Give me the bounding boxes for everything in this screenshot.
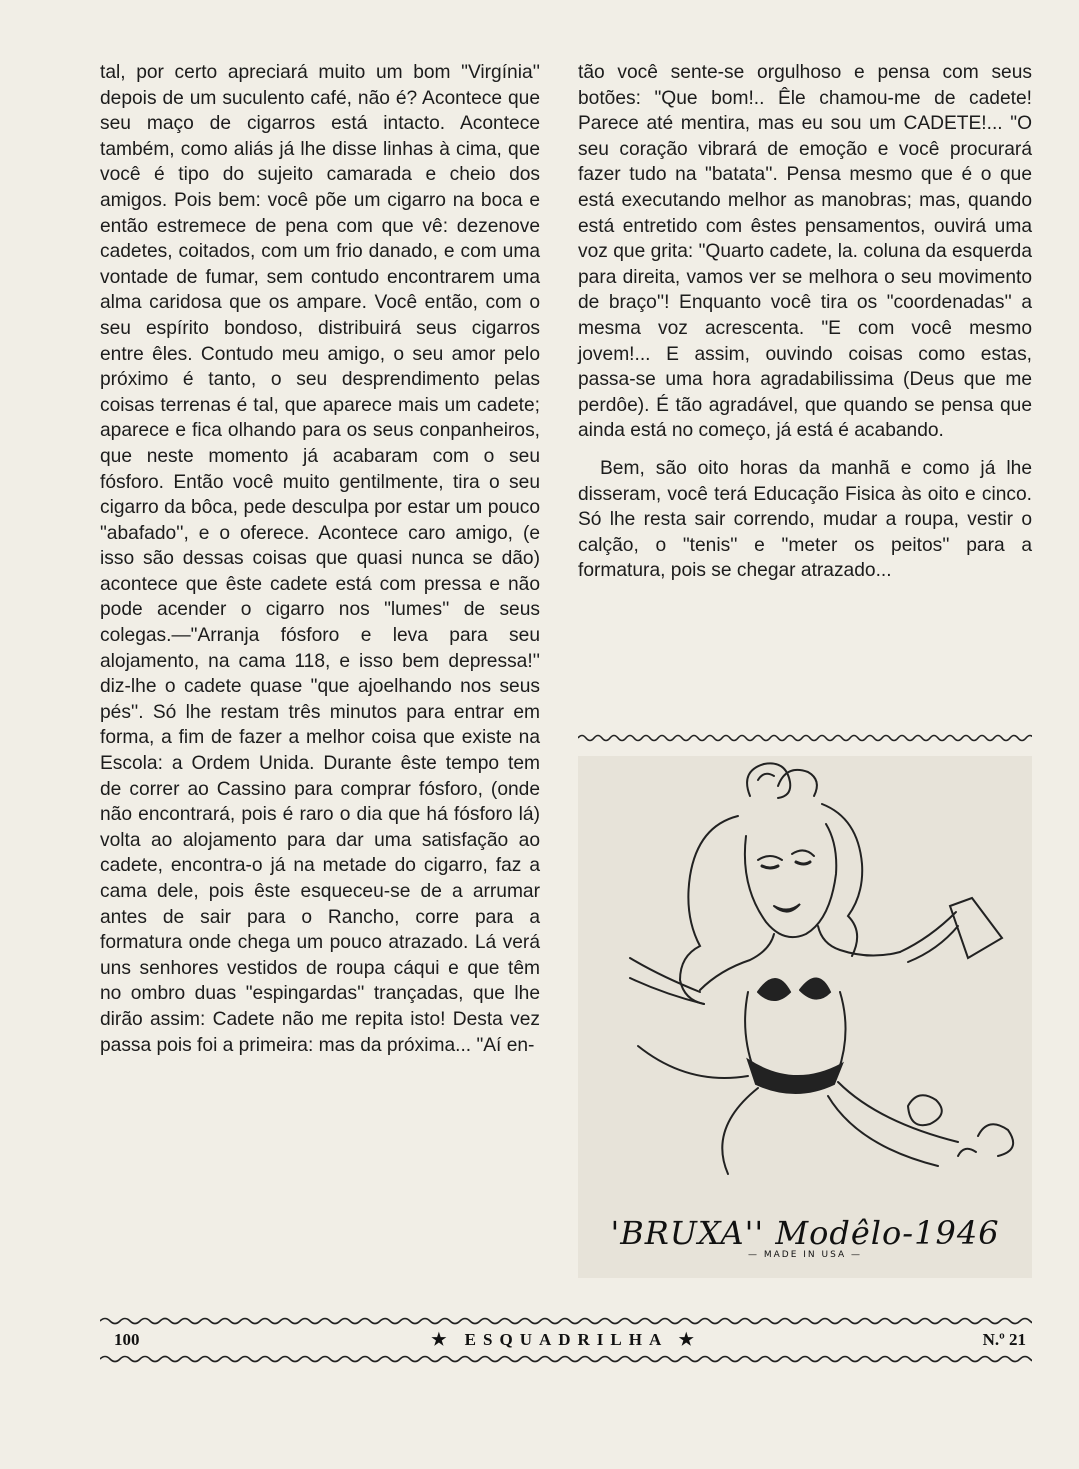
page-number: 100	[114, 1330, 140, 1349]
footer-bottom-rule	[100, 1354, 1032, 1364]
article-left-column	[100, 60, 540, 1070]
illustration-caption	[578, 1214, 1032, 1260]
pinup-drawing	[578, 756, 1032, 1196]
page-footer	[100, 1330, 1032, 1352]
magazine-title: ★ ESQUADRILHA ★	[431, 1330, 701, 1349]
footer-top-rule	[100, 1316, 1032, 1326]
issue-number: N.º 21	[982, 1330, 1026, 1349]
caption-subtitle: — MADE IN USA —	[748, 1250, 862, 1260]
caption-title: 'BRUXA'' Modêlo-1946	[610, 1214, 1000, 1252]
article-paragraph: tal, por certo apreciará muito um bom "Virgínia'' depois de um suculento café, não é? Acontece que seu maço de cigarros está intacto. Acontece também, como aliás já lhe disse linhas à cima, que você é tipo do sujeito camarada e cheio dos amigos. Pois bem: você põe um cigarro na boca e então estremece de pena com que vê: dezenove cadetes, coitados, com um frio danado, e com uma vontade de fumar, sem contudo encontrarem uma alma caridosa que os ampare. Você então, com o seu espírito bondoso, distribuirá seus cigarros entre êles. Contudo meu amigo, o seu amor pelo próximo é tanto, o seu desprendimento pelas coisas terrenas é tal, que aparece mais um cadete; aparece e fica olhando para os seus conpanheiros, que neste momento já acabaram com o seu fósforo. Então você muito gentilmente, tira o seu cigarro da bôca, pede desculpa por estar um pouco "abafado'', e o oferece. Acontece caro amigo, (e isso são dessas coisas que quasi nunca se dão) acontece que êste cadete está com pressa e não pode acender o cigarro nos "lumes'' de seus colegas.—"Arranja fósforo e leva para seu alojamento, na cama 118, e isso bem depressa!'' diz-lhe o cadete quase "que ajoelhando nos seus pés''. Só lhe restam três minutos para entrar em forma, a fim de fazer a melhor coisa que existe na Escola: a Ordem Unida. Durante êste tempo tem de correr ao Cassino para comprar fósforo, (onde não encontrará, pois é raro o dia que há fósforo lá) volta ao alojamento para dar uma satisfação ao cadete, encontra-o já na metade do cigarro, faz a cama dele, pois êste esqueceu-se de a arrumar antes de sair para o Rancho, corre para a formatura onde chega um pouco atrazado. Lá verá uns senhores vestidos de roupa cáqui e que têm no ombro duas "espingardas'' trançadas, que lhe dirão assim: Cadete não me repita isto! Desta vez passa pois foi a primeira: mas da próxima... "Aí en-	[100, 62, 540, 1056]
wavy-divider	[578, 733, 1032, 743]
article-paragraph: Bem, são oito horas da manhã e como já lhe disseram, você terá Educação Fisica às oito e cinco. Só lhe resta sair correndo, mudar a roupa, vestir o calção, o "tenis'' e "meter os peitos'' para a formatura, pois se chegar atrazado...	[578, 457, 1032, 582]
article-right-column	[578, 60, 1032, 596]
article-paragraph: tão você sente-se orgulhoso e pensa com seus botões: "Que bom!.. Êle chamou-me de cadete! Parece até mentira, mas eu sou um CADETE!... "O seu coração vibrará de emoção e você procurará fazer tudo na "batata''. Pensa mesmo que é o que está executando melhor as manobras; mas, quando está entretido com êstes pensamentos, ouvirá uma voz que grita: "Quarto cadete, la. coluna da esquerda para direita, vamos ver se melhora o seu movimento de braço''! Enquanto você tira os "coordenadas'' a mesma voz acrescenta. "E com você mesmo jovem!... E assim, ouvindo coisas como estas, passa-se uma hora agradabilissima (Deus que me perdôe). É tão agradável, que quando se pensa que ainda está no começo, já está é acabando.	[578, 62, 1032, 442]
pinup-illustration	[578, 756, 1032, 1278]
